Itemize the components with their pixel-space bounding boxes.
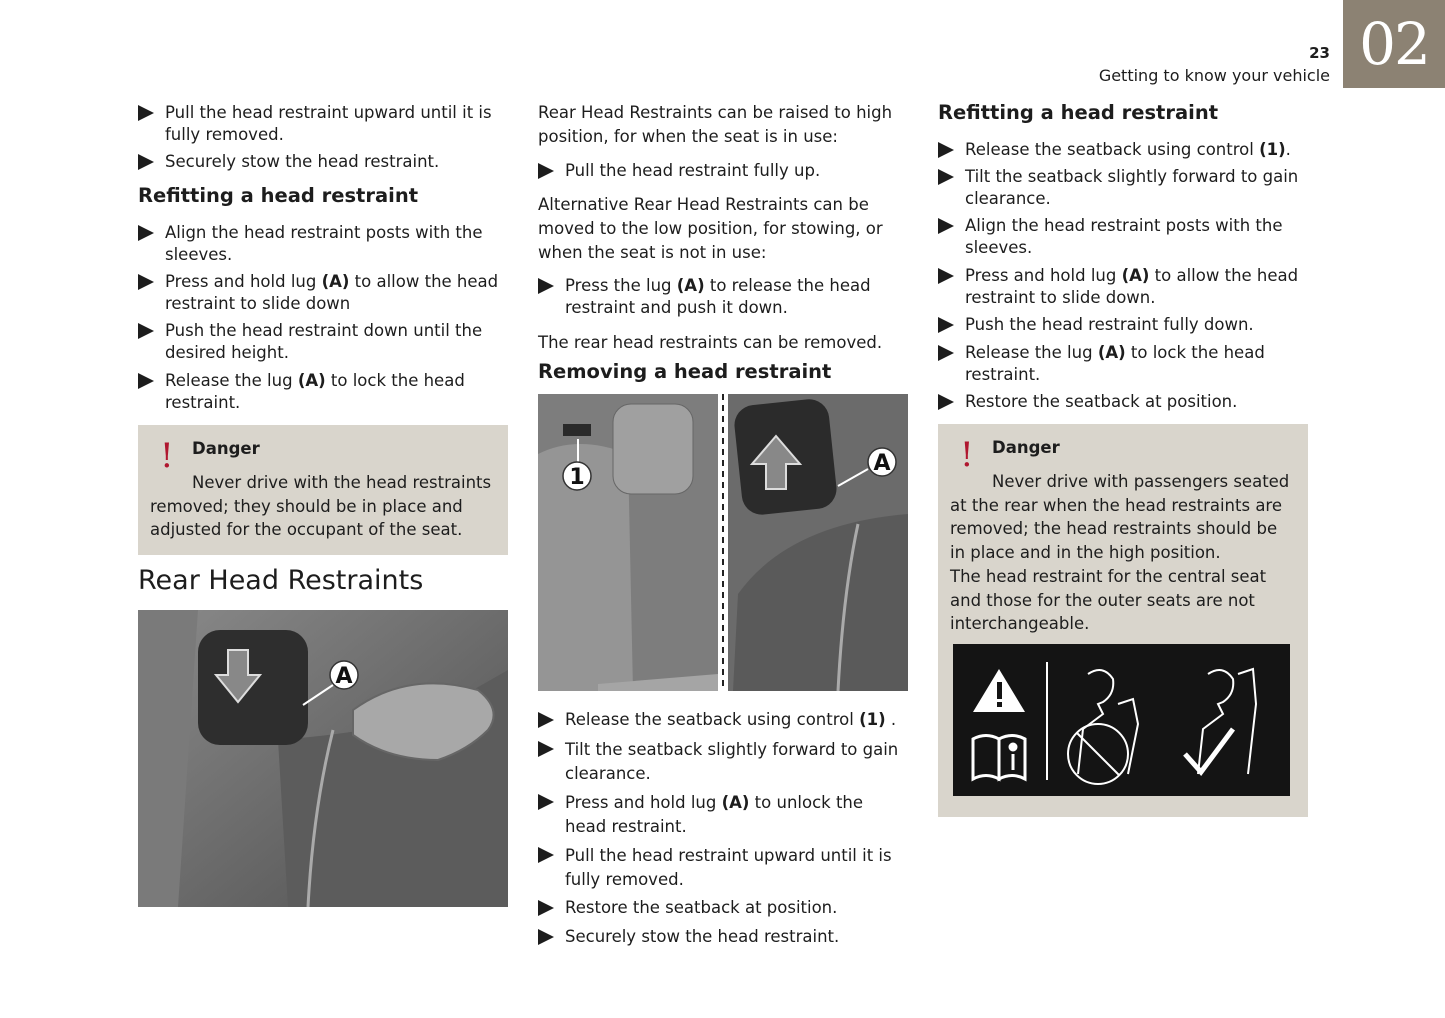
section-title: Rear Head Restraints	[138, 565, 424, 596]
warning-triangle-icon	[973, 669, 1025, 712]
head-restraint-correct-icon	[1185, 669, 1256, 774]
page-number: 23	[1309, 44, 1330, 62]
chapter-title: Getting to know your vehicle	[1098, 66, 1330, 85]
bullet-arrow-icon	[538, 847, 554, 863]
list-item: Release the lug (A) to lock the head restraint.	[138, 370, 500, 414]
paragraph: Rear Head Restraints can be raised to high position, for when the seat is in use:	[538, 103, 893, 146]
callout-label: 1	[569, 465, 585, 490]
removal-figure	[538, 394, 908, 691]
paragraph: The rear head restraints can be removed.	[538, 333, 883, 352]
callout-label: A	[335, 664, 353, 689]
list-item: Press and hold lug (A) to unlock the head restraint.	[538, 791, 900, 839]
danger-exclamation-icon: !	[960, 435, 974, 475]
list-item: Release the seatback using control (1) .	[538, 709, 900, 731]
bullet-arrow-icon	[138, 323, 154, 339]
list-item: Pull the head restraint upward until it is fully removed.	[138, 102, 500, 146]
section-heading: Refitting a head restraint	[938, 101, 1219, 124]
section-heading: Removing a head restraint	[538, 360, 832, 383]
danger-text: Never drive with the head restraints removed; they should be in place and adjusted for the occupant of the seat.	[150, 473, 492, 539]
head-restraint-prohibited-icon	[1068, 670, 1138, 784]
bullet-arrow-icon	[938, 394, 954, 410]
warning-pictogram	[953, 644, 1290, 796]
list-item: Release the seatback using control (1).	[938, 139, 1300, 161]
bullet-arrow-icon	[138, 373, 154, 389]
list-item: Align the head restraint posts with the sleeves.	[938, 215, 1300, 259]
list-item: Securely stow the head restraint.	[538, 926, 900, 948]
bullet-arrow-icon	[138, 225, 154, 241]
bullet-arrow-icon	[538, 794, 554, 810]
list-item: Pull the head restraint fully up.	[538, 160, 900, 182]
list-item: Press and hold lug (A) to allow the head restraint to slide down	[138, 271, 500, 315]
list-item: Restore the seatback at position.	[538, 897, 900, 919]
danger-text: Never drive with passengers seated at the rear when the head restraints are removed; the head restraints should be in place and in the high position.	[950, 472, 1290, 562]
bullet-arrow-icon	[138, 154, 154, 170]
list-item: Tilt the seatback slightly forward to gain clearance.	[538, 738, 900, 786]
bullet-arrow-icon	[538, 741, 554, 757]
list-item: Align the head restraint posts with the sleeves.	[138, 222, 500, 266]
danger-box	[138, 425, 508, 555]
list-item: Restore the seatback at position.	[938, 391, 1300, 413]
danger-title: Danger	[192, 439, 260, 458]
bullet-arrow-icon	[938, 345, 954, 361]
section-heading: Refitting a head restraint	[138, 184, 419, 207]
bullet-arrow-icon	[938, 268, 954, 284]
chapter-tab: 02	[1343, 0, 1445, 88]
list-item: Push the head restraint fully down.	[938, 314, 1300, 336]
danger-title: Danger	[992, 438, 1060, 457]
bullet-arrow-icon	[938, 317, 954, 333]
bullet-arrow-icon	[538, 278, 554, 294]
rear-head-restraint-figure	[138, 610, 508, 907]
danger-text: The head restraint for the central seat and those for the outer seats are not interchangeable.	[950, 567, 1267, 633]
bullet-arrow-icon	[938, 142, 954, 158]
list-item: Press the lug (A) to release the head restraint and push it down.	[538, 275, 900, 319]
list-item: Release the lug (A) to lock the head restraint.	[938, 342, 1300, 386]
list-item: Securely stow the head restraint.	[138, 151, 500, 173]
bullet-arrow-icon	[938, 218, 954, 234]
manual-info-icon	[973, 736, 1025, 780]
list-item: Press and hold lug (A) to allow the head restraint to slide down.	[938, 265, 1300, 309]
bullet-arrow-icon	[538, 900, 554, 916]
danger-box	[938, 424, 1308, 817]
bullet-arrow-icon	[138, 274, 154, 290]
bullet-arrow-icon	[538, 712, 554, 728]
bullet-arrow-icon	[138, 105, 154, 121]
bullet-arrow-icon	[538, 929, 554, 945]
paragraph: Alternative Rear Head Restraints can be moved to the low position, for stowing, or when the seat is not in use:	[538, 195, 883, 262]
list-item: Push the head restraint down until the desired height.	[138, 320, 500, 364]
callout-label: A	[873, 451, 891, 476]
list-item: Tilt the seatback slightly forward to gain clearance.	[938, 166, 1300, 210]
bullet-arrow-icon	[538, 163, 554, 179]
danger-exclamation-icon: !	[160, 436, 174, 476]
bullet-arrow-icon	[938, 169, 954, 185]
list-item: Pull the head restraint upward until it is fully removed.	[538, 844, 900, 892]
